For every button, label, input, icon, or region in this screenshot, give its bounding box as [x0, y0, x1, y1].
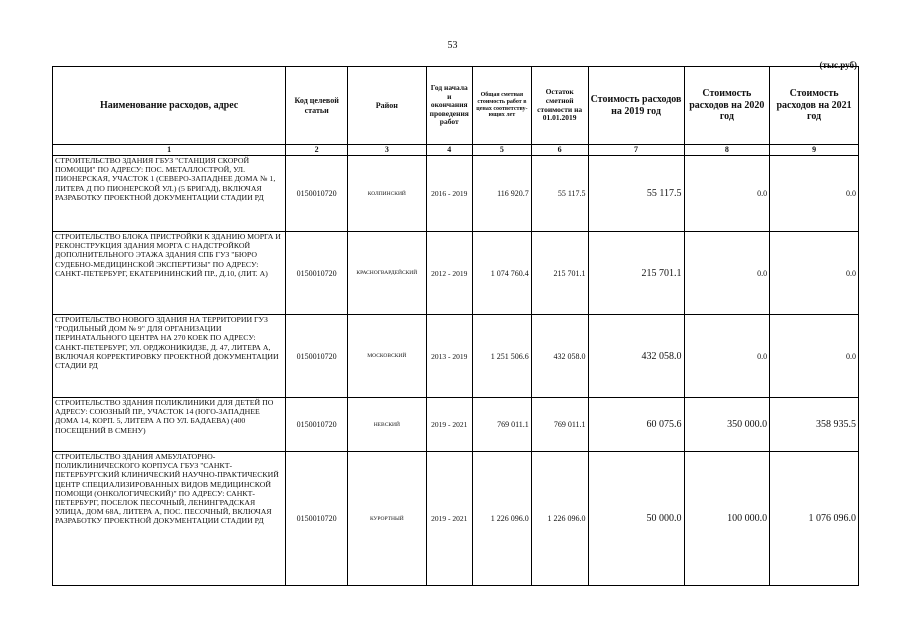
cost-2019: 55 117.5	[588, 156, 684, 232]
target-code: 0150010720	[286, 156, 348, 232]
col-number: 2	[286, 145, 348, 156]
district: КУРОРТНЫЙ	[348, 452, 426, 586]
budget-table	[52, 66, 859, 586]
cost-2020: 350 000.0	[684, 398, 770, 452]
col-header-years: Год начала и окончания проведения работ	[426, 67, 472, 145]
work-years: 2012 - 2019	[426, 232, 472, 315]
cost-2019: 60 075.6	[588, 398, 684, 452]
cost-2021: 0.0	[770, 315, 859, 398]
cost-2021: 0.0	[770, 156, 859, 232]
col-number: 3	[348, 145, 426, 156]
header-row	[53, 67, 859, 145]
col-header-remainder: Остаток сметной стоимости на 01.01.2019	[531, 67, 588, 145]
total-cost: 1 251 506.6	[472, 315, 531, 398]
cost-2021: 1 076 096.0	[770, 452, 859, 586]
cost-2021: 358 935.5	[770, 398, 859, 452]
district: НЕВСКИЙ	[348, 398, 426, 452]
page-number: 53	[447, 40, 458, 51]
col-header-cost-2020: Стоимость расходов на 2020 год	[684, 67, 770, 145]
col-header-code: Код целевой статьи	[286, 67, 348, 145]
col-header-cost-2021: Стоимость расходов на 2021 год	[770, 67, 859, 145]
col-number: 8	[684, 145, 770, 156]
cost-2020: 100 000.0	[684, 452, 770, 586]
remainder: 432 058.0	[531, 315, 588, 398]
district: КРАСНОГВАРДЕЙСКИЙ	[348, 232, 426, 315]
cost-2019: 50 000.0	[588, 452, 684, 586]
expense-name: СТРОИТЕЛЬСТВО ЗДАНИЯ ПОЛИКЛИНИКИ ДЛЯ ДЕТЕЙ ПО АДРЕСУ: СОЮЗНЫЙ ПР., УЧАСТОК 14 (ЮГО-ЗАПАДНЕЕ ДОМА 14, КОРП. 5, ЛИТЕРА А ПО УЛ. БАДАЕВА) (400 ПОСЕЩЕНИЙ В СМЕНУ)	[53, 398, 286, 452]
expense-name: СТРОИТЕЛЬСТВО ЗДАНИЯ АМБУЛАТОРНО-ПОЛИКЛИНИЧЕСКОГО КОРПУСА ГБУЗ "САНКТ-ПЕТЕРБУРГСКИЙ КЛИНИЧЕСКИЙ НАУЧНО-ПРАКТИЧЕСКИЙ ЦЕНТР СПЕЦИАЛИЗИРОВАННЫХ ВИДОВ МЕДИЦИНСКОЙ ПОМОЩИ (ОНКОЛОГИЧЕСКИЙ)" ПО АДРЕСУ: САНКТ-ПЕТЕРБУРГ, ПОСЕЛОК ПЕСОЧНЫЙ, ЛЕНИНГРАДСКАЯ УЛИЦА, ДОМ 68А, ЛИТЕРА А, ПОС. ПЕСОЧНЫЙ, ВКЛЮЧАЯ РАЗРАБОТКУ ПРОЕКТНОЙ ДОКУМЕНТАЦИИ СТАДИИ РД	[53, 452, 286, 586]
col-number: 6	[531, 145, 588, 156]
work-years: 2013 - 2019	[426, 315, 472, 398]
target-code: 0150010720	[286, 315, 348, 398]
remainder: 1 226 096.0	[531, 452, 588, 586]
table-row	[53, 315, 859, 398]
work-years: 2019 - 2021	[426, 452, 472, 586]
table-row	[53, 232, 859, 315]
expense-name: СТРОИТЕЛЬСТВО ЗДАНИЯ ГБУЗ "СТАНЦИЯ СКОРОЙ ПОМОЩИ" ПО АДРЕСУ: ПОС. МЕТАЛЛОСТРОЙ, УЛ. ПИОНЕРСКАЯ, УЧАСТОК 1 (СЕВЕРО-ЗАПАДНЕЕ ДОМА № 1, ЛИТЕРА Д ПО ПИОНЕРСКОЙ УЛ.) (5 БРИГАД), ВКЛЮЧАЯ РАЗРАБОТКУ ПРОЕКТНОЙ ДОКУМЕНТАЦИИ СТАДИИ РД	[53, 156, 286, 232]
cost-2020: 0.0	[684, 232, 770, 315]
col-number: 5	[472, 145, 531, 156]
cost-2019: 432 058.0	[588, 315, 684, 398]
work-years: 2016 - 2019	[426, 156, 472, 232]
col-number: 9	[770, 145, 859, 156]
target-code: 0150010720	[286, 452, 348, 586]
col-header-cost-2019: Стоимость расходов на 2019 год	[588, 67, 684, 145]
total-cost: 1 226 096.0	[472, 452, 531, 586]
remainder: 55 117.5	[531, 156, 588, 232]
total-cost: 116 920.7	[472, 156, 531, 232]
cost-2020: 0.0	[684, 315, 770, 398]
cost-2021: 0.0	[770, 232, 859, 315]
expense-name: СТРОИТЕЛЬСТВО НОВОГО ЗДАНИЯ НА ТЕРРИТОРИИ ГУЗ "РОДИЛЬНЫЙ ДОМ № 9" ДЛЯ ОРГАНИЗАЦИИ ПЕРИНАТАЛЬНОГО ЦЕНТРА НА 270 КОЕК ПО АДРЕСУ: САНКТ-ПЕТЕРБУРГ, УЛ. ОРДЖОНИКИДЗЕ, Д. 47, ЛИТЕРА А, ВКЛЮЧАЯ КОРРЕКТИРОВКУ ПРОЕКТНОЙ ДОКУМЕНТАЦИИ СТАДИИ РД	[53, 315, 286, 398]
col-number: 7	[588, 145, 684, 156]
cost-2020: 0.0	[684, 156, 770, 232]
col-header-name: Наименование расходов, адрес	[53, 67, 286, 145]
column-number-row	[53, 145, 859, 156]
work-years: 2019 - 2021	[426, 398, 472, 452]
remainder: 769 011.1	[531, 398, 588, 452]
remainder: 215 701.1	[531, 232, 588, 315]
col-header-total-cost: Общая сметная стоимость работ в ценах соответству-ющих лет	[472, 67, 531, 145]
table-row	[53, 452, 859, 586]
district: МОСКОВСКИЙ	[348, 315, 426, 398]
target-code: 0150010720	[286, 232, 348, 315]
table-row	[53, 398, 859, 452]
col-number: 4	[426, 145, 472, 156]
col-number: 1	[53, 145, 286, 156]
units-label: (тыс.руб)	[819, 60, 857, 70]
target-code: 0150010720	[286, 398, 348, 452]
total-cost: 769 011.1	[472, 398, 531, 452]
expense-name: СТРОИТЕЛЬСТВО БЛОКА ПРИСТРОЙКИ К ЗДАНИЮ МОРГА И РЕКОНСТРУКЦИЯ ЗДАНИЯ МОРГА С НАДСТРОЙКОЙ ДОПОЛНИТЕЛЬНОГО ЭТАЖА ЗДАНИЯ СПБ ГУЗ "БЮРО СУДЕБНО-МЕДИЦИНСКОЙ ЭКСПЕРТИЗЫ" ПО АДРЕСУ: САНКТ-ПЕТЕРБУРГ, ЕКАТЕРИНИНСКИЙ ПР., Д.10, (ЛИТ. А)	[53, 232, 286, 315]
cost-2019: 215 701.1	[588, 232, 684, 315]
table-row	[53, 156, 859, 232]
district: КОЛПИНСКИЙ	[348, 156, 426, 232]
col-header-district: Район	[348, 67, 426, 145]
total-cost: 1 074 760.4	[472, 232, 531, 315]
